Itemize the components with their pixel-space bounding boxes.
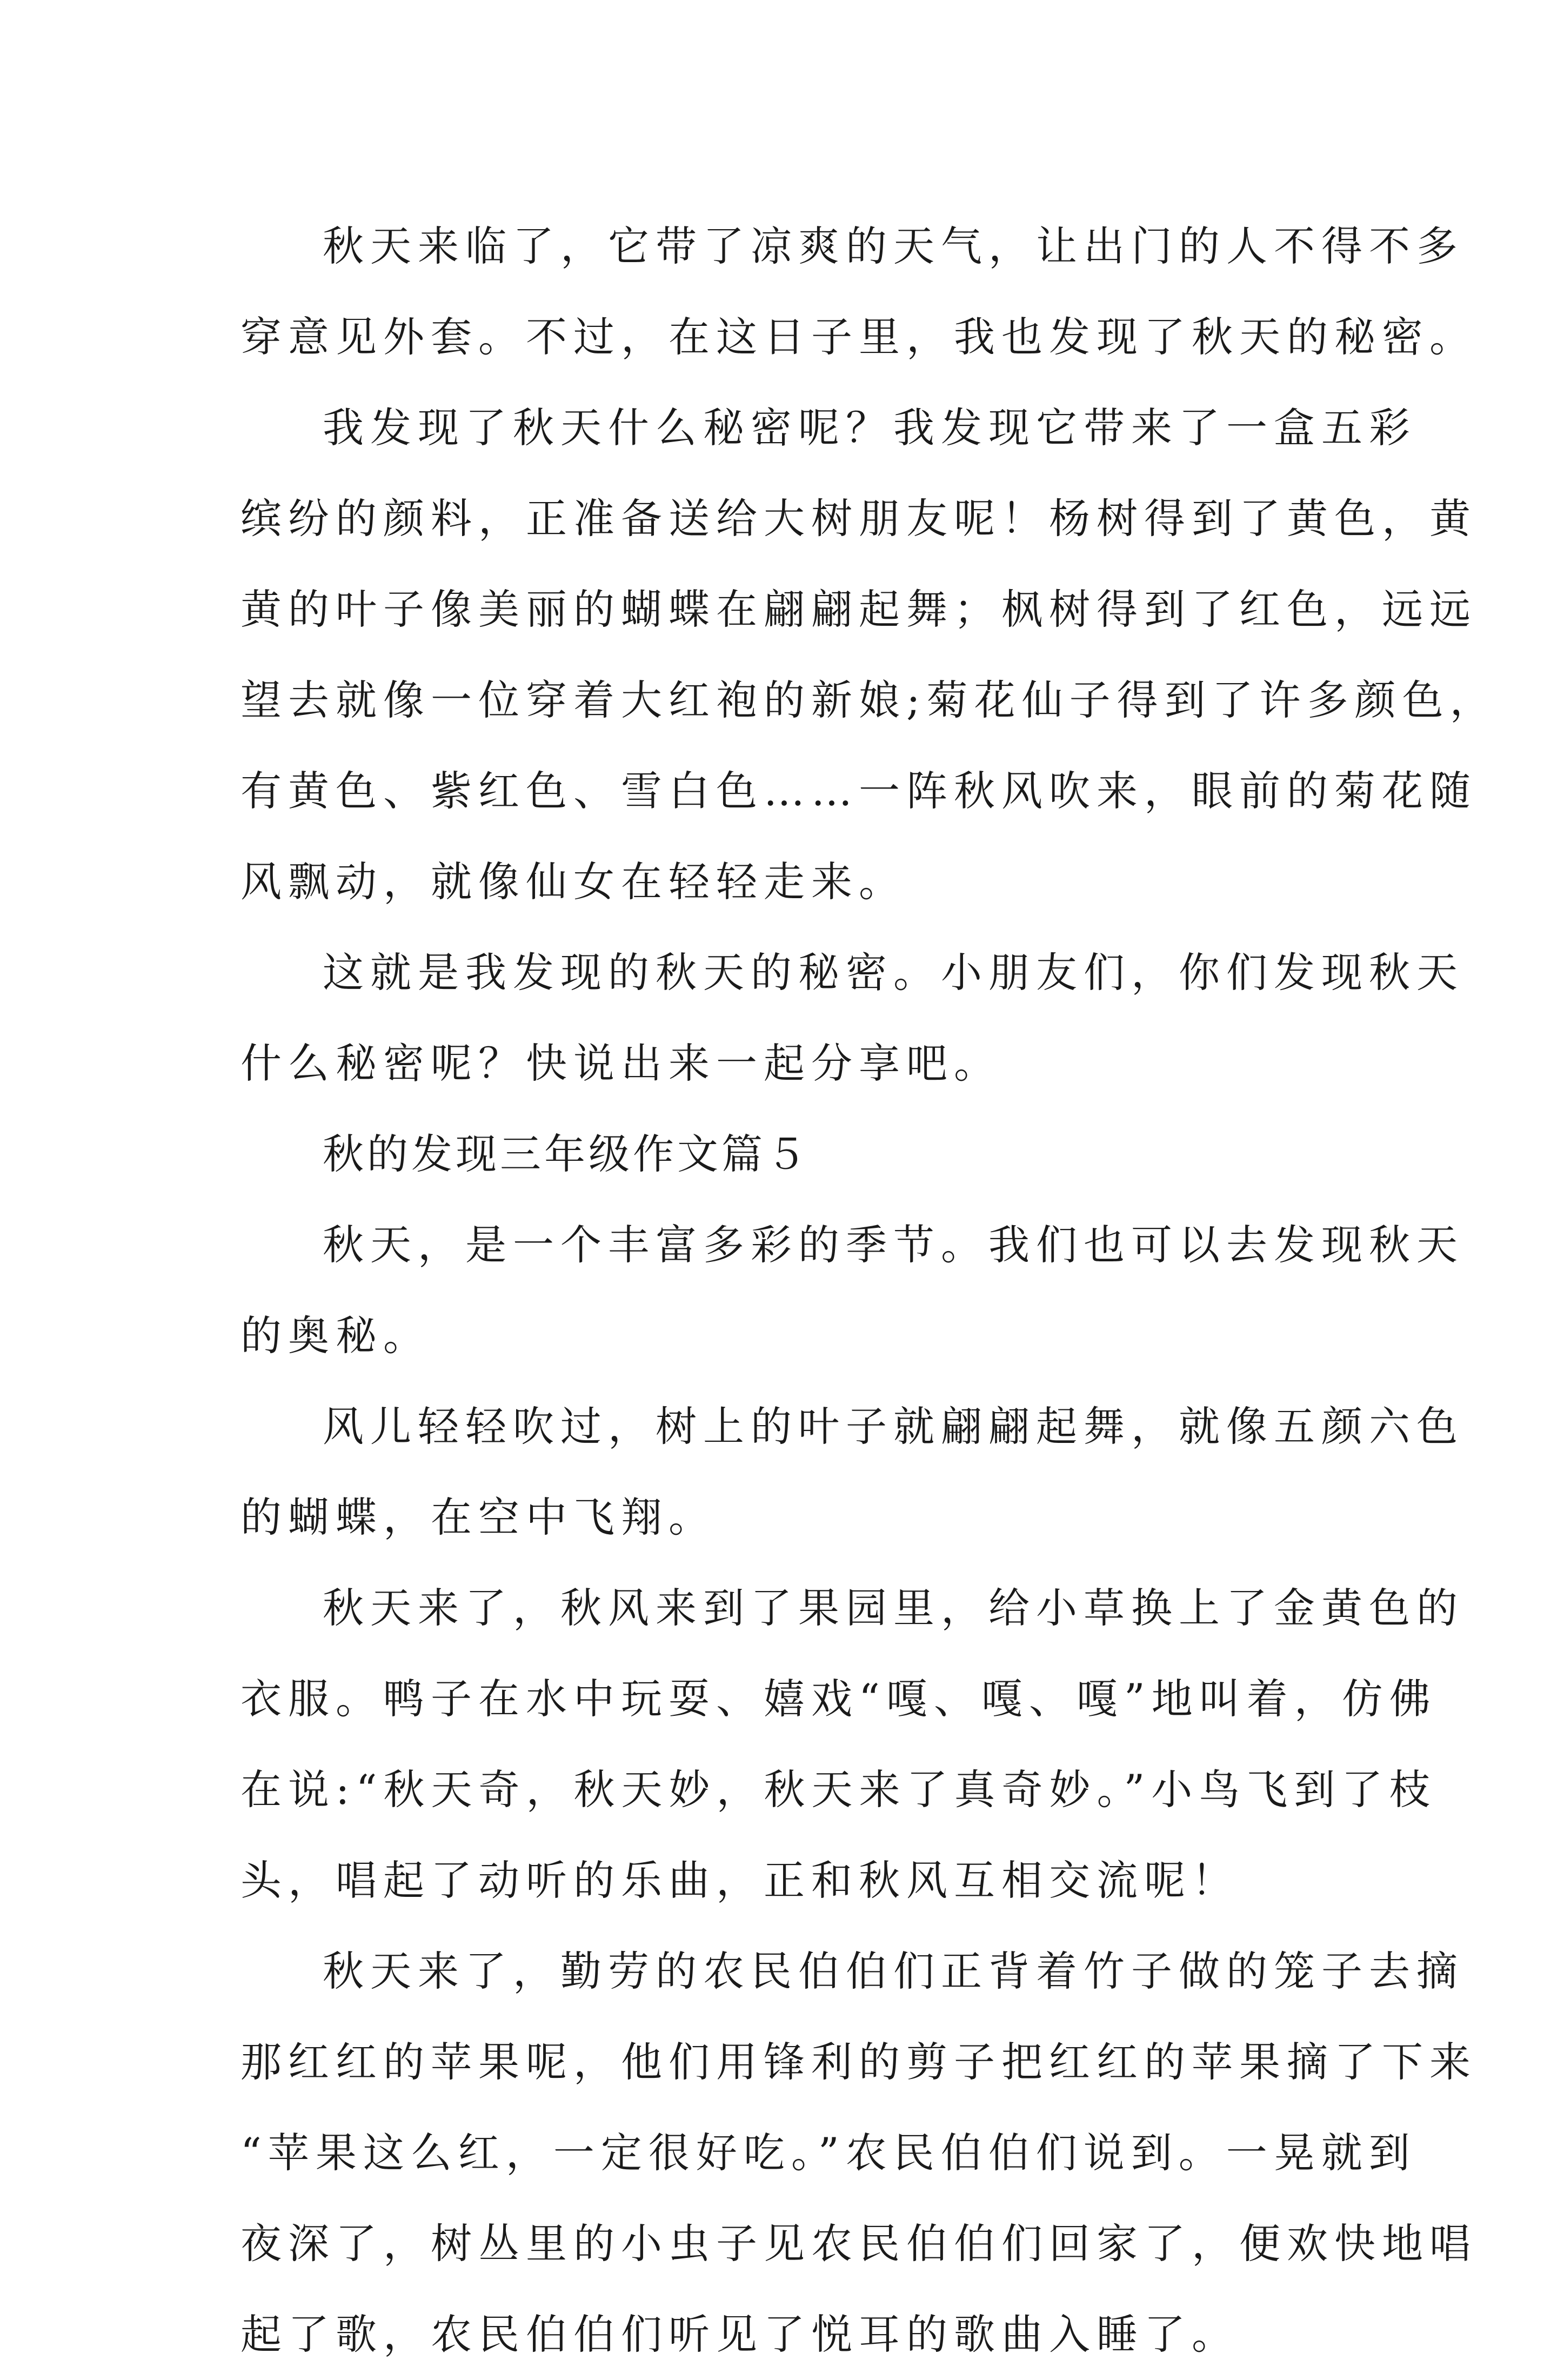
text-line: 在说:“秋天奇，秋天妙，秋天来了真奇妙。”小鸟飞到了枝 bbox=[240, 1766, 1437, 1814]
text-line: 秋天来了，勤劳的农民伯伯们正背着竹子做的笼子去摘 bbox=[323, 1947, 1464, 1995]
text-line: 衣服。鸭子在水中玩耍、嬉戏“嘎、嘎、嘎”地叫着，仿佛 bbox=[240, 1675, 1437, 1723]
document-body bbox=[240, 201, 1498, 2380]
text-line: 的奥秘。 bbox=[240, 1312, 431, 1360]
text-line: 秋天来临了，它带了凉爽的天气，让出门的人不得不多 bbox=[323, 222, 1464, 270]
text-line: 缤纷的颜料，正准备送给大树朋友呢！杨树得到了黄色，黄 bbox=[240, 494, 1477, 543]
text-line: 什么秘密呢？快说出来一起分享吧。 bbox=[240, 1039, 1001, 1087]
text-line: 夜深了，树丛里的小虫子见农民伯伯们回家了，便欢快地唱 bbox=[240, 2219, 1477, 2268]
text-line: 这就是我发现的秋天的秘密。小朋友们，你们发现秋天 bbox=[323, 948, 1464, 997]
text-line: “苹果这么红，一定很好吃。”农民伯伯们说到。一晃就到 bbox=[240, 2129, 1416, 2177]
text-line: 我发现了秋天什么秘密呢？我发现它带来了一盒五彩 bbox=[323, 404, 1416, 452]
text-line: 那红红的苹果呢，他们用锋利的剪子把红红的苹果摘了下来 bbox=[240, 2038, 1477, 2086]
text-line: 望去就像一位穿着大红袍的新娘;菊花仙子得到了许多颜色， bbox=[240, 676, 1498, 724]
text-line: 有黄色、紫红色、雪白色……一阵秋风吹来，眼前的菊花随 bbox=[240, 767, 1477, 815]
text-line: 黄的叶子像美丽的蝴蝶在翩翩起舞；枫树得到了红色，远远 bbox=[240, 585, 1477, 633]
text-line: 风飘动，就像仙女在轻轻走来。 bbox=[240, 858, 906, 906]
text-line: 起了歌，农民伯伯们听见了悦耳的歌曲入睡了。 bbox=[240, 2310, 1239, 2358]
text-line: 秋天来了，秋风来到了果园里，给小草换上了金黄色的 bbox=[323, 1584, 1464, 1632]
section-heading: 秋的发现三年级作文篇５ bbox=[323, 1130, 810, 1178]
text-line: 头，唱起了动听的乐曲，正和秋风互相交流呢！ bbox=[240, 1856, 1239, 1904]
text-line: 穿意见外套。不过，在这日子里，我也发现了秋天的秘密。 bbox=[240, 313, 1477, 361]
text-line: 风儿轻轻吹过，树上的叶子就翩翩起舞，就像五颜六色 bbox=[323, 1402, 1464, 1450]
text-line: 的蝴蝶，在空中飞翔。 bbox=[240, 1493, 716, 1541]
text-line: 秋天，是一个丰富多彩的季节。我们也可以去发现秋天 bbox=[323, 1221, 1464, 1269]
